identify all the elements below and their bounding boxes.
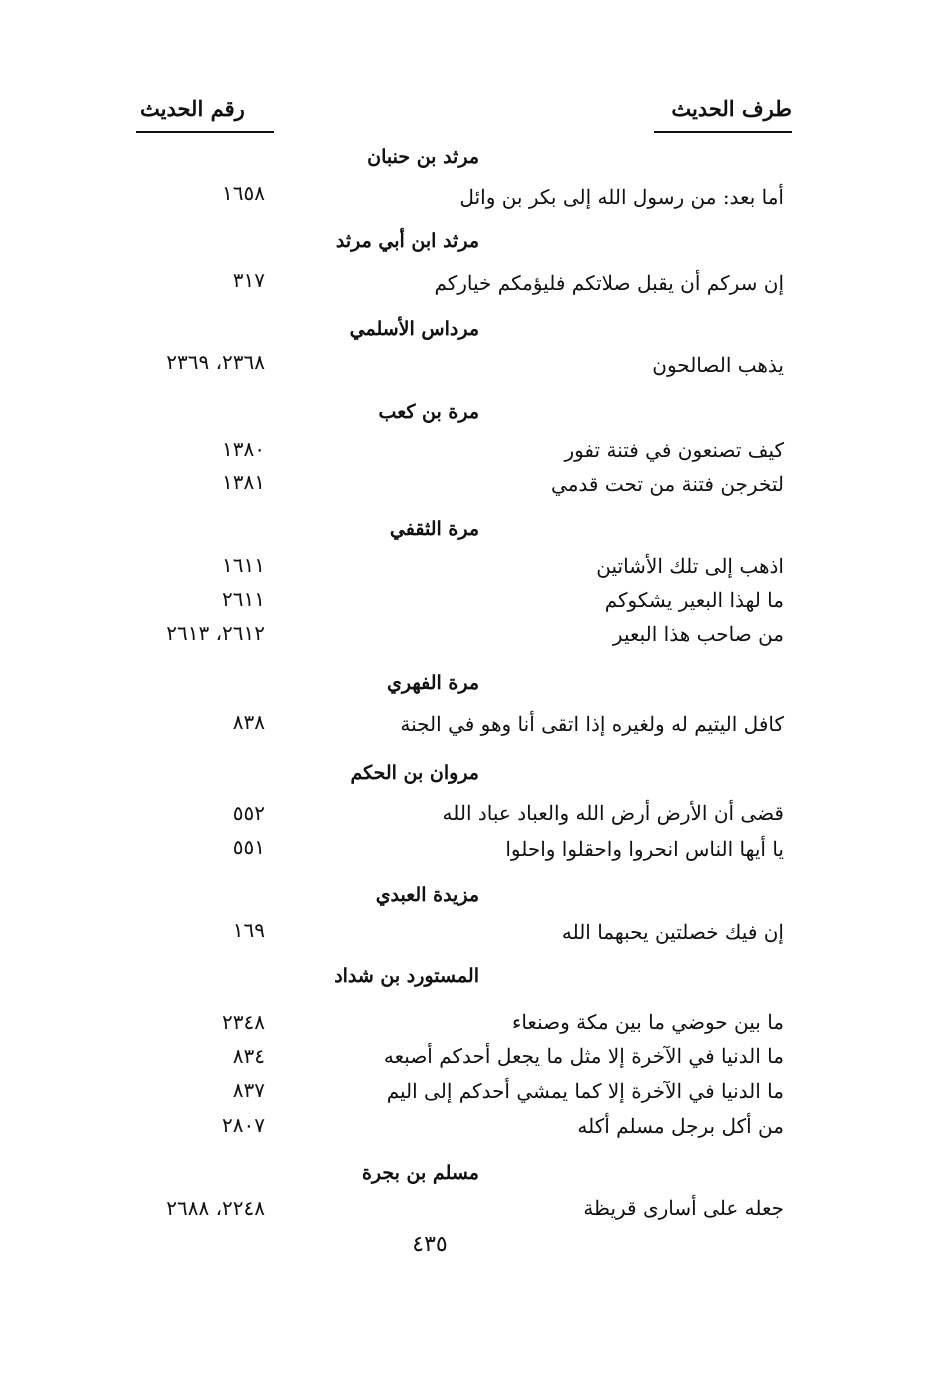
hadith-text: ما لهذا البعير يشكوكم — [604, 588, 784, 612]
hadith-number: ٢٣٤٨ — [222, 1010, 265, 1034]
hadith-text: يذهب الصالحون — [652, 353, 784, 377]
hadith-number: ١٣٨١ — [222, 470, 265, 494]
hadith-number: ٢٦١٢، ٢٦١٣ — [166, 621, 265, 645]
narrator-heading: المستورد بن شداد — [334, 965, 479, 987]
narrator-heading: مرثد ابن أبي مرثد — [335, 230, 479, 252]
hadith-column-header: طرف الحديث — [671, 96, 792, 121]
hadith-text: إن سركم أن يقبل صلاتكم فليؤمكم خياركم — [434, 271, 784, 295]
hadith-number: ٣١٧ — [232, 268, 265, 292]
hadith-text: يا أيها الناس انحروا واحقلوا واحلوا — [505, 837, 784, 861]
hadith-number: ٢٢٤٨، ٢٦٨٨ — [166, 1196, 265, 1220]
narrator-heading: مزيدة العبدي — [375, 884, 479, 906]
hadith-text: ما الدنيا في الآخرة إلا كما يمشي أحدكم إلى اليم — [386, 1079, 784, 1103]
hadith-number: ١٦١١ — [222, 553, 265, 577]
hadith-text: لتخرجن فتنة من تحت قدمي — [551, 472, 784, 496]
hadith-text: أما بعد: من رسول الله إلى بكر بن وائل — [459, 185, 784, 209]
hadith-text: ما الدنيا في الآخرة إلا مثل ما يجعل أحدكم أصبعه — [383, 1044, 784, 1068]
hadith-number: ٥٥١ — [232, 835, 265, 859]
hadith-number: ٨٣٨ — [232, 710, 265, 734]
narrator-heading: مرداس الأسلمي — [349, 318, 479, 340]
hadith-number: ٨٣٧ — [232, 1078, 265, 1102]
hadith-number: ٢٨٠٧ — [222, 1113, 265, 1137]
number-column-header: رقم الحديث — [140, 96, 245, 121]
page-number: ٤٣٥ — [412, 1232, 448, 1257]
hadith-text: قضى أن الأرض أرض الله والعباد عباد الله — [442, 801, 784, 825]
hadith-number: ١٦٩ — [232, 918, 265, 942]
hadith-column-rule — [654, 131, 792, 133]
narrator-heading: مرة بن كعب — [378, 401, 479, 423]
narrator-heading: مروان بن الحكم — [350, 762, 479, 784]
hadith-text: اذهب إلى تلك الأشاتين — [596, 554, 784, 578]
hadith-number: ٨٣٤ — [232, 1044, 265, 1068]
number-column-rule — [136, 131, 274, 133]
narrator-heading: مرة الفهري — [386, 672, 479, 694]
hadith-number: ٥٥٢ — [232, 801, 265, 825]
hadith-text: ما بين حوضي ما بين مكة وصنعاء — [511, 1010, 784, 1034]
narrator-heading: مرة الثقفي — [389, 518, 479, 540]
hadith-text: كافل اليتيم له ولغيره إذا اتقى أنا وهو في الجنة — [400, 712, 784, 736]
hadith-text: من أكل برجل مسلم أكله — [577, 1114, 784, 1138]
hadith-text: من صاحب هذا البعير — [612, 622, 784, 646]
narrator-heading: مرثد بن حنبان — [367, 146, 479, 168]
hadith-number: ١٦٥٨ — [222, 181, 265, 205]
hadith-text: إن فيك خصلتين يحبهما الله — [561, 920, 784, 944]
hadith-text: جعله على أسارى قريظة — [583, 1196, 784, 1220]
hadith-number: ٢٦١١ — [222, 587, 265, 611]
hadith-number: ٢٣٦٨، ٢٣٦٩ — [166, 350, 265, 374]
hadith-number: ١٣٨٠ — [222, 437, 265, 461]
narrator-heading: مسلم بن بجرة — [361, 1162, 479, 1184]
hadith-text: كيف تصنعون في فتنة تفور — [564, 438, 784, 462]
